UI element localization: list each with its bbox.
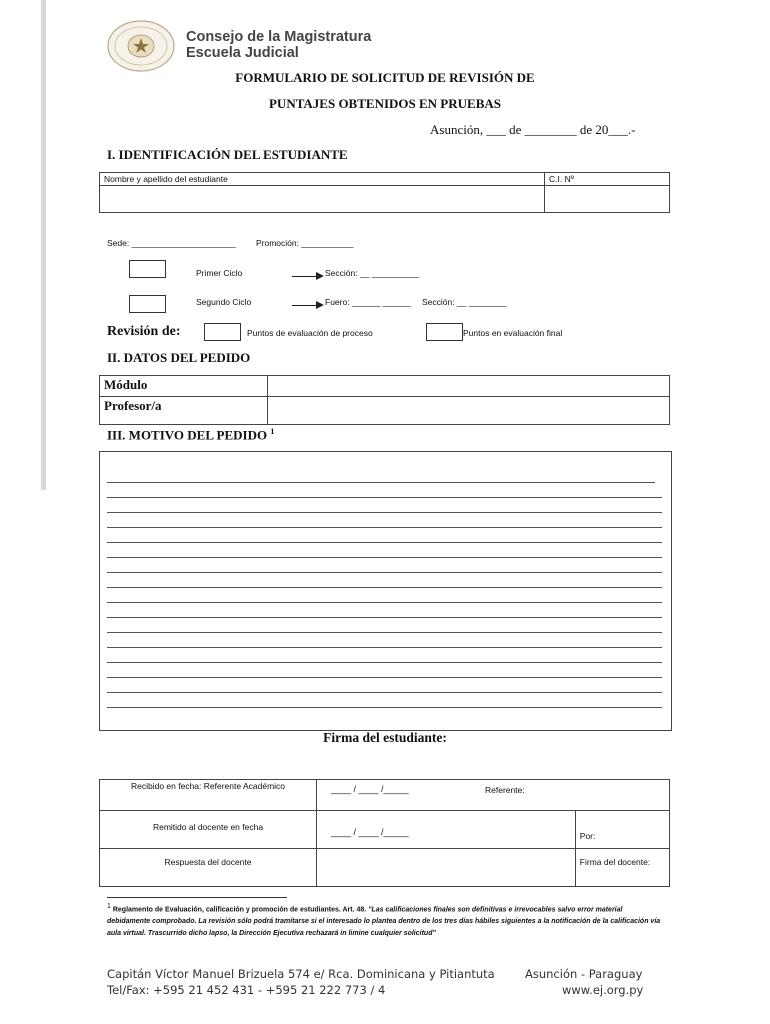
student-name-field[interactable] <box>100 186 545 213</box>
writing-line <box>107 707 662 708</box>
writing-line <box>107 542 662 543</box>
arrow-head-icon <box>316 272 324 280</box>
segundo-ciclo-label: Segundo Ciclo <box>196 297 252 307</box>
section-1-heading: I. IDENTIFICACIÓN DEL ESTUDIANTE <box>107 147 348 162</box>
footer-phone: Tel/Fax: +595 21 452 431 - +595 21 222 773 / 4 <box>107 983 386 997</box>
writing-line <box>107 662 662 663</box>
footer-city: Asunción - Paraguay <box>525 967 643 981</box>
motivo-textarea[interactable] <box>99 451 672 731</box>
primer-ciclo-checkbox[interactable] <box>129 260 166 278</box>
writing-line <box>107 677 662 678</box>
seal-logo <box>107 20 175 72</box>
segundo-ciclo-checkbox[interactable] <box>129 295 166 313</box>
referente-label: Referente: <box>485 785 525 795</box>
firma-estudiante: Firma del estudiante: <box>323 730 447 745</box>
footnote-reference: Reglamento de Evaluación, calificación y promoción de estudiantes. Art. 48. <box>112 906 367 914</box>
student-id-table <box>99 172 670 213</box>
writing-line <box>107 602 662 603</box>
proceso-label: Puntos de evaluación de proceso <box>247 328 373 338</box>
form-title-line2: PUNTAJES OBTENIDOS EN PRUEBAS <box>268 96 501 111</box>
primer-ciclo-label: Primer Ciclo <box>196 268 243 278</box>
modulo-label: Módulo <box>100 376 268 397</box>
date-line: Asunción, ___ de ________ de 20___.- <box>430 122 636 137</box>
profesor-label: Profesor/a <box>100 397 268 425</box>
writing-line <box>107 647 662 648</box>
pedido-table <box>99 375 670 425</box>
respuesta-label: Respuesta del docente <box>100 849 317 887</box>
footnote-rule <box>107 897 287 898</box>
final-label: Puntos en evaluación final <box>463 328 563 338</box>
section-2-heading: II. DATOS DEL PEDIDO <box>107 350 251 365</box>
revision-label: Revisión de: <box>107 324 181 339</box>
final-checkbox[interactable] <box>426 323 463 341</box>
tramite-table <box>99 779 670 887</box>
writing-line <box>107 587 662 588</box>
writing-line <box>107 512 662 513</box>
recibido-label: Recibido en fecha: Referente Académico <box>100 780 317 811</box>
org-subname: Escuela Judicial <box>186 45 299 61</box>
footnote-number: 1 <box>107 903 111 910</box>
footer-address: Capitán Víctor Manuel Brizuela 574 e/ Rca. Dominicana y Pitiantuta <box>107 967 495 981</box>
fuero-field[interactable]: Fuero: ______ ______ <box>325 297 412 307</box>
footer-web-link[interactable]: www.ej.org.py <box>562 983 644 997</box>
recibido-date[interactable]: ____ / ____ /_____ <box>331 784 409 794</box>
writing-line <box>107 557 662 558</box>
sede-field[interactable]: Sede: ______________________ <box>107 238 236 248</box>
ci-header: C.I. Nº <box>545 173 670 186</box>
writing-line <box>107 692 662 693</box>
org-name: Consejo de la Magistratura <box>186 29 372 45</box>
footnote-quote: "Las calificaciones finales son definitivas e irrevocables salvo error material debidamente comprobado. La revisión sólo podrá tramitarse si el interesado lo plantea dentro de los tres días hábiles siguientes a la notificación de la calificación vía aula virtual. Trascurrido dicho lapso, la Dirección Ejecutiva rechazará in limine cualquier solicitud" <box>107 906 661 938</box>
profesor-field[interactable] <box>268 397 670 425</box>
writing-line <box>107 572 662 573</box>
arrow-head-icon <box>316 301 324 309</box>
ci-field[interactable] <box>545 186 670 213</box>
promocion-field[interactable]: Promoción: ___________ <box>256 238 354 248</box>
writing-line <box>107 617 662 618</box>
form-title-line1: FORMULARIO DE SOLICITUD DE REVISIÓN DE <box>235 70 535 85</box>
remitido-label: Remitido al docente en fecha <box>100 811 317 849</box>
por-label: Por: <box>579 831 596 841</box>
writing-line <box>107 482 655 483</box>
respuesta-field[interactable] <box>317 849 576 887</box>
writing-line <box>107 497 662 498</box>
student-name-header: Nombre y apellido del estudiante <box>100 173 545 186</box>
section-3-heading: III. MOTIVO DEL PEDIDO $^1$ <box>107 427 275 443</box>
seccion-1-field[interactable]: Sección: __ __________ <box>325 268 420 278</box>
remitido-date[interactable]: ____ / ____ /_____ <box>331 827 409 837</box>
proceso-checkbox[interactable] <box>204 323 241 341</box>
firma-docente-label: Firma del docente: <box>575 849 669 887</box>
seccion-2-field[interactable]: Sección: __ ________ <box>422 297 507 307</box>
modulo-field[interactable] <box>268 376 670 397</box>
writing-line <box>107 527 662 528</box>
footnote <box>107 901 662 940</box>
writing-line <box>107 632 662 633</box>
footnote-marker: 1 <box>270 427 275 436</box>
